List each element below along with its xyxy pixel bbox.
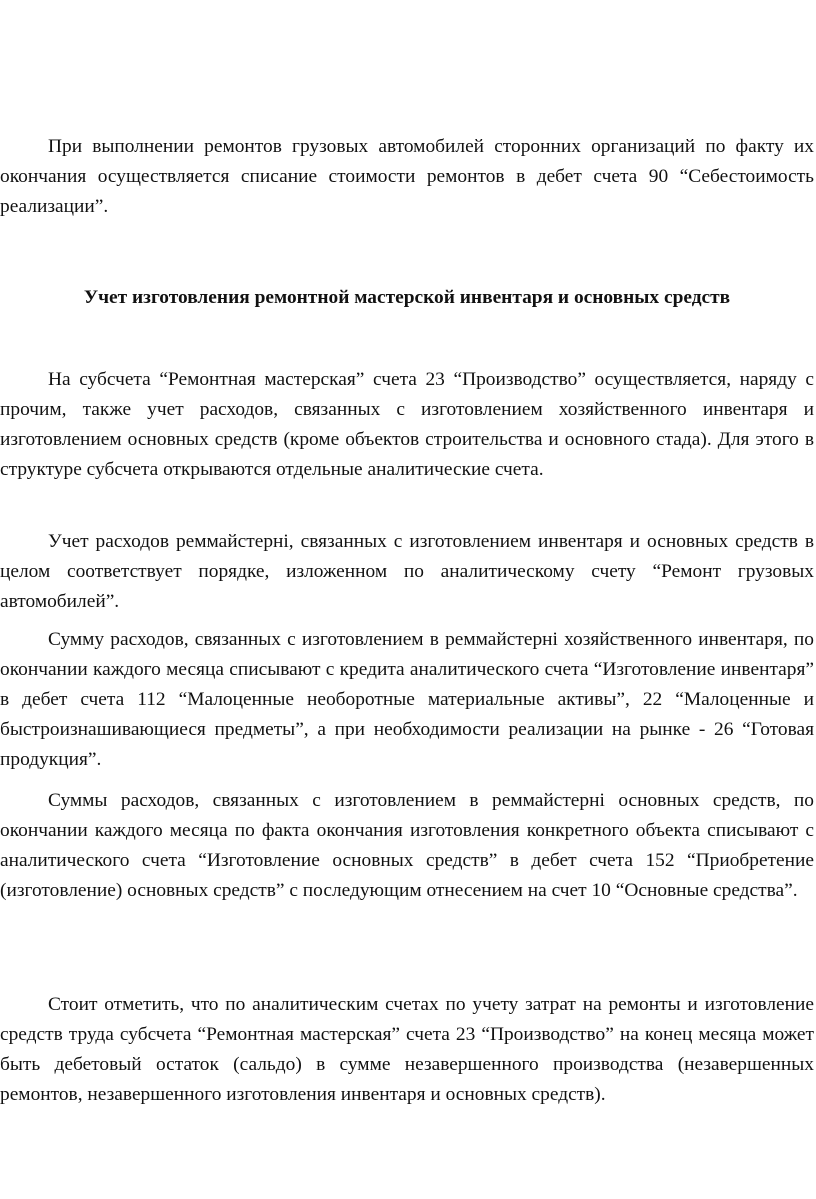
- paragraph-text: Учет расходов реммайстерні, связанных с изготовлением инвентаря и основных средств в целом соответствует порядке, изложенном по аналитическому счету “Ремонт грузовых автомобилей”.: [0, 531, 814, 612]
- paragraph-text: Сумму расходов, связанных с изготовлением в реммайстерні хозяйственного инвентаря, по окончании каждого месяца списывают с кредита аналитического счета “Изготовление инвентаря” в дебет счета 112 “Малоценные необоротные материальные активы”, 22 “Малоценные и быстроизнашивающиеся предметы”, а при необходимости реализации на рынке - 26 “Готовая продукция”.: [0, 629, 814, 770]
- paragraph-fixed-assets-writeoff: [0, 786, 814, 906]
- paragraph-expense-accounting: [0, 527, 814, 617]
- paragraph-text: Стоит отметить, что по аналитическим счетах по учету затрат на ремонты и изготовление средств труда субсчета “Ремонтная мастерская” счета 23 “Производство” на конец месяца может быть дебетовый остаток (сальдо) в сумме незавершенного производства (незавершенных ремонтов, незавершенного изготовления инвентаря и основных средств).: [0, 994, 814, 1105]
- paragraph-repairs-third-party: [0, 132, 814, 222]
- paragraph-inventory-writeoff: [0, 625, 814, 775]
- paragraph-text: Суммы расходов, связанных с изготовлением в реммайстерні основных средств, по окончании каждого месяца по факта окончания изготовления конкретного объекта списывают с аналитического счета “Изготовление основных средств” в дебет счета 152 “Приобретение (изготовление) основных средств” с последующим отнесением на счет 10 “Основные средства”.: [0, 790, 814, 901]
- paragraph-text: При выполнении ремонтов грузовых автомобилей сторонних организаций по факту их окончания осуществляется списание стоимости ремонтов в дебет счета 90 “Себестоимость реализации”.: [0, 136, 814, 217]
- section-heading-block: [0, 283, 814, 313]
- paragraph-subaccount-repair-shop: [0, 365, 814, 485]
- paragraph-text: На субсчета “Ремонтная мастерская” счета 23 “Производство” осуществляется, наряду с прочим, также учет расходов, связанных с изготовлением хозяйственного инвентаря и изготовлением основных средств (кроме объектов строительства и основного стада). Для этого в структуре субсчета открываются отдельные аналитические счета.: [0, 369, 814, 480]
- section-heading: Учет изготовления ремонтной мастерской инвентаря и основных средств: [83, 287, 731, 308]
- paragraph-debit-balance: [0, 990, 814, 1110]
